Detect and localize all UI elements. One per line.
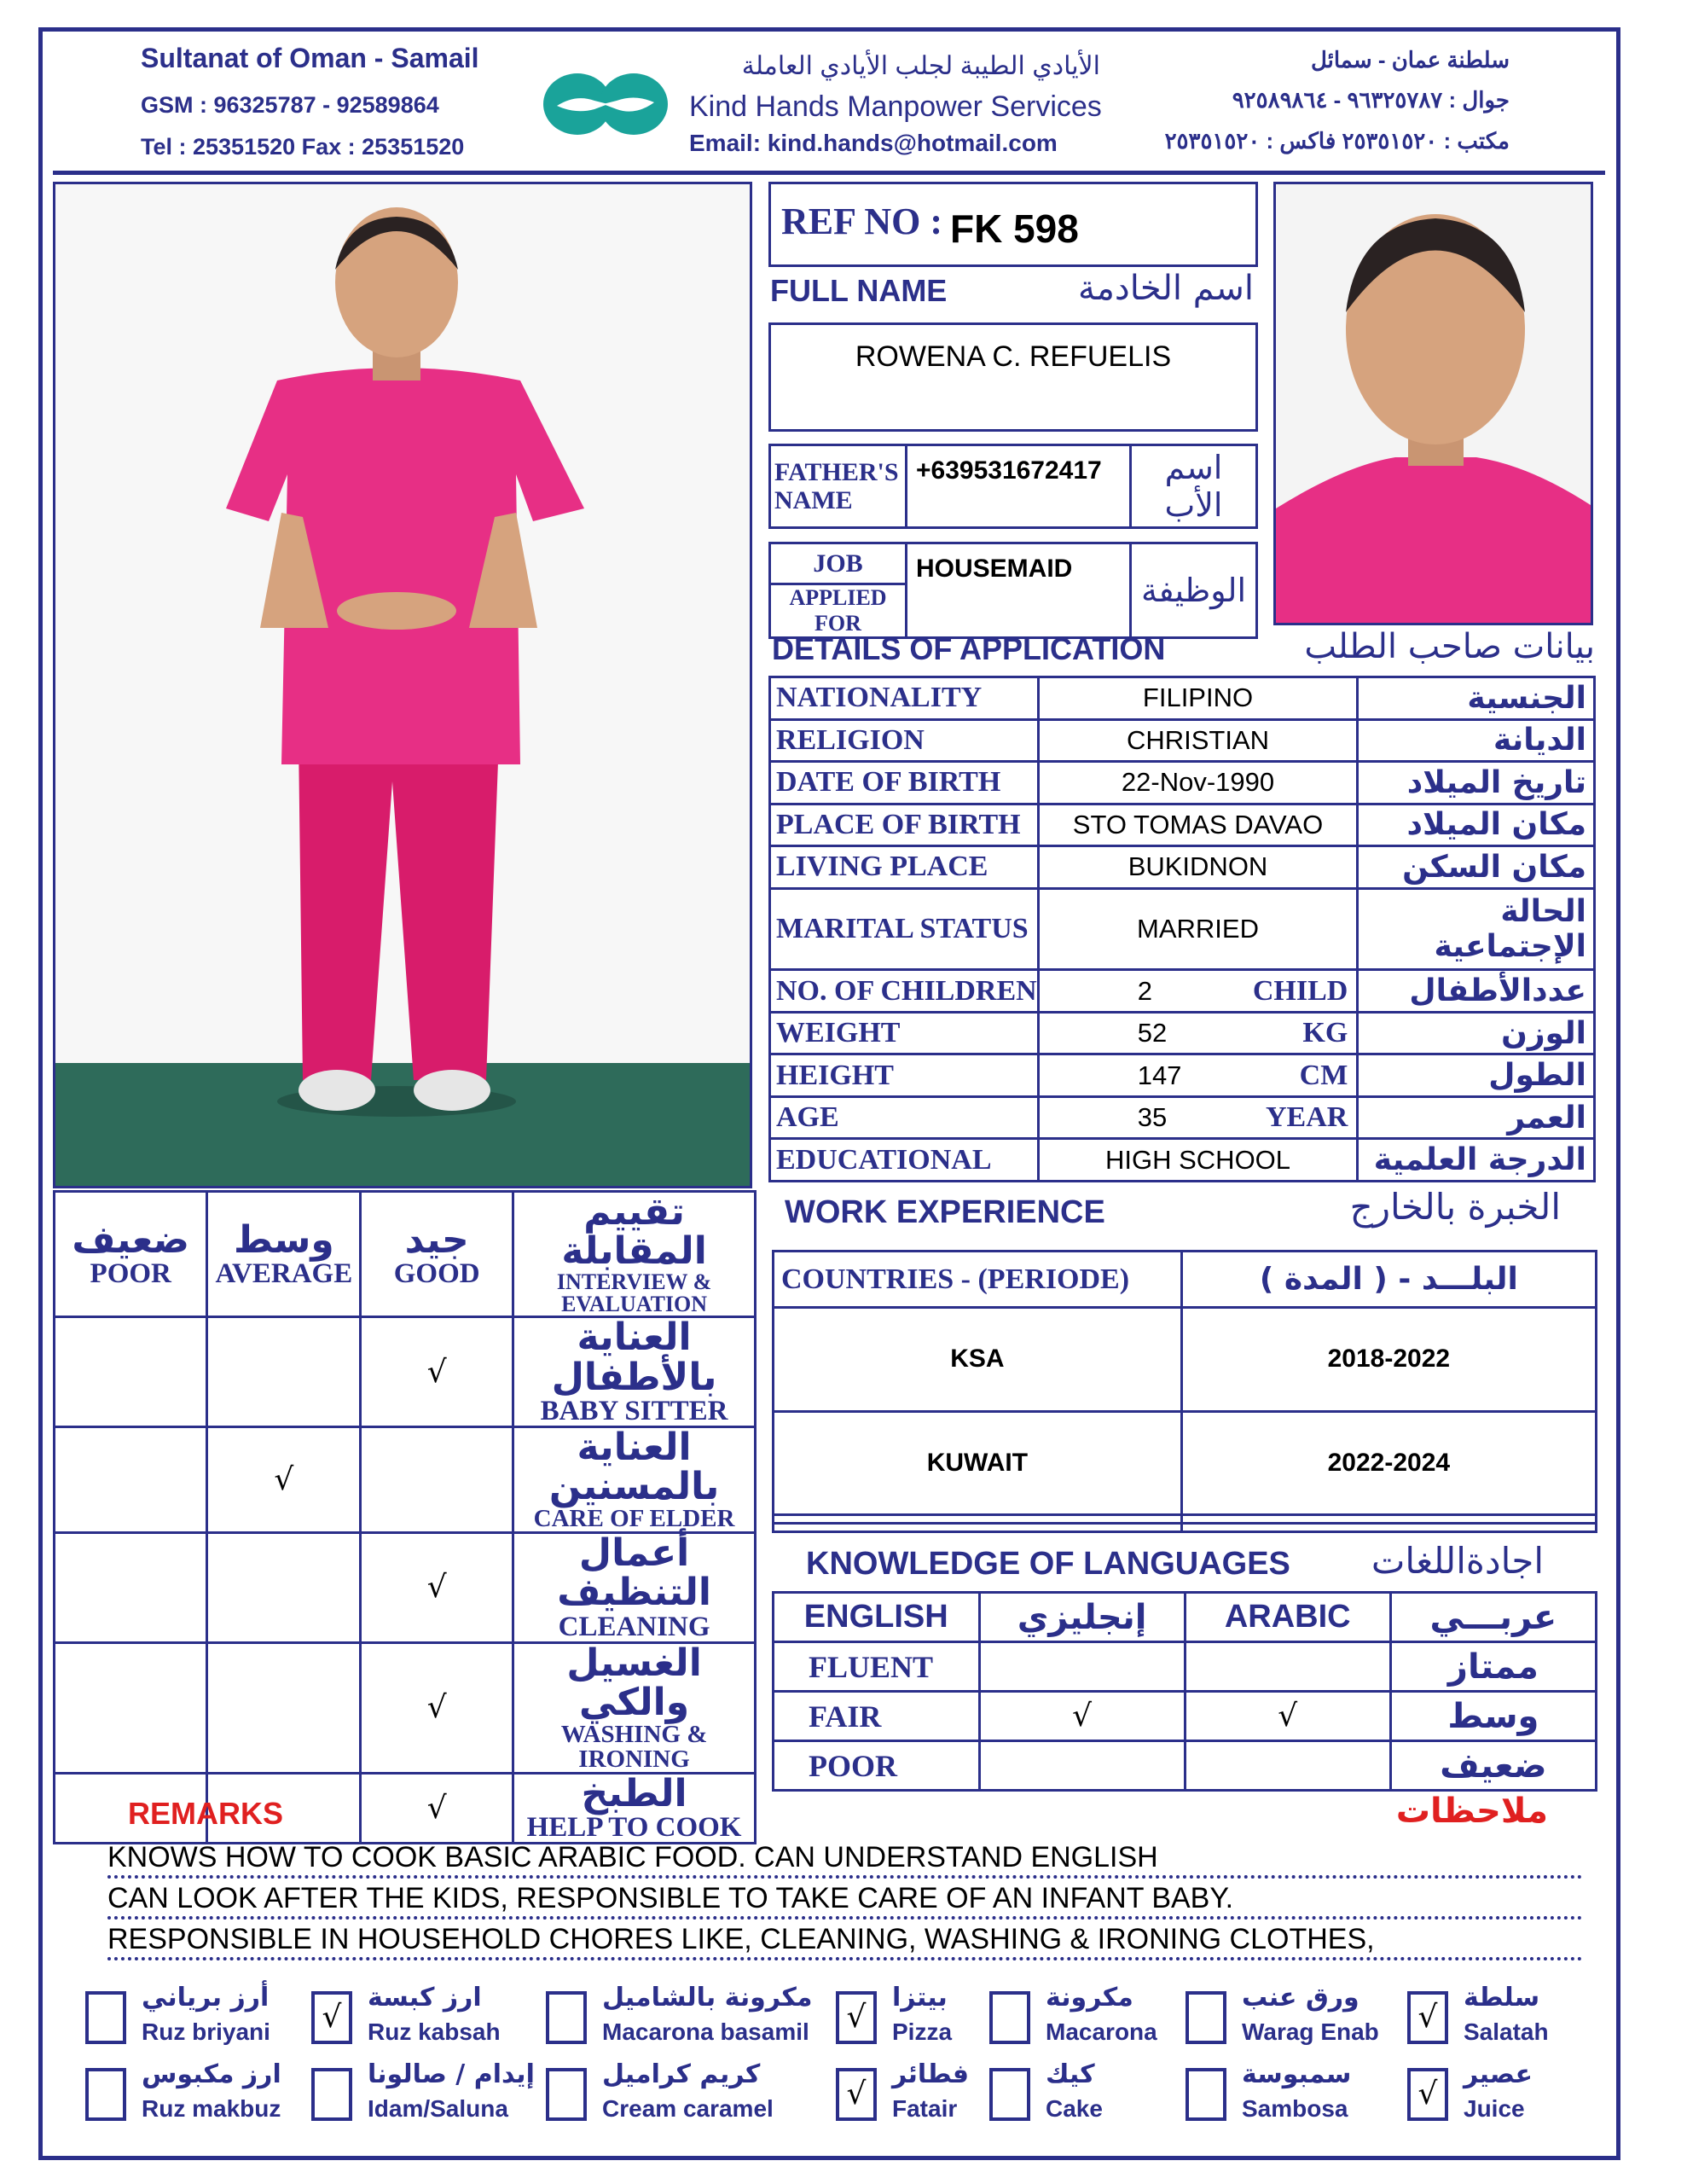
father-table bbox=[768, 444, 1258, 529]
details-row bbox=[770, 1096, 1595, 1139]
food-name-ar: سمبوسة bbox=[1242, 2059, 1352, 2089]
remarks-label-ar: ملاحظات bbox=[1395, 1792, 1548, 1831]
food-name-ar: كيك bbox=[1046, 2059, 1095, 2089]
food-checkbox[interactable] bbox=[989, 2068, 1030, 2121]
details-value: MARRIED bbox=[1137, 913, 1259, 944]
details-value: STO TOMAS DAVAO bbox=[1072, 809, 1324, 839]
details-label-ar: الحالة الإجتماعية bbox=[1358, 888, 1595, 970]
evaluation-header-row bbox=[55, 1192, 756, 1317]
food-checkbox[interactable]: √ bbox=[836, 1991, 877, 2044]
lang-level-ar: وسط bbox=[1390, 1692, 1596, 1741]
work-table bbox=[772, 1250, 1597, 1533]
food-item bbox=[1186, 1983, 1441, 2056]
food-name-en: Cake bbox=[1046, 2095, 1103, 2122]
evaluation-row bbox=[55, 1533, 756, 1642]
lang-english-header: ENGLISH bbox=[774, 1593, 980, 1642]
food-name-ar: بيتزا bbox=[892, 1983, 948, 2013]
details-label: AGE bbox=[770, 1096, 1039, 1139]
food-item bbox=[546, 1983, 813, 2056]
job-label-2: APPLIED FOR bbox=[789, 585, 887, 636]
food-checkbox[interactable] bbox=[1186, 1991, 1226, 2044]
work-period bbox=[1181, 1524, 1596, 1532]
food-name-en: Juice bbox=[1464, 2095, 1525, 2122]
father-value-cell bbox=[907, 445, 1131, 528]
evaluation-poor-cell bbox=[55, 1317, 207, 1426]
lang-english-header-ar: إنجليزي bbox=[979, 1593, 1185, 1642]
details-body bbox=[770, 677, 1595, 1182]
remark-line: KNOWS HOW TO COOK BASIC ARABIC FOOD. CAN UNDERSTAND ENGLISH bbox=[107, 1841, 1583, 1879]
food-name-en: Warag Enab bbox=[1242, 2018, 1379, 2045]
details-label: RELIGION bbox=[770, 719, 1039, 762]
full-name-label: FULL NAME bbox=[770, 273, 948, 308]
food-checkbox[interactable]: √ bbox=[836, 2068, 877, 2121]
details-value-cell bbox=[1038, 762, 1358, 804]
details-label: HEIGHT bbox=[770, 1054, 1039, 1097]
languages-row bbox=[774, 1741, 1597, 1791]
details-value: HIGH SCHOOL bbox=[1105, 1144, 1291, 1175]
evaluation-good-cell bbox=[361, 1533, 513, 1642]
food-name-en: Idam/Saluna bbox=[368, 2095, 508, 2122]
food-checkbox[interactable] bbox=[546, 2068, 587, 2121]
skill-label-en: HELP TO COOK bbox=[526, 1812, 742, 1844]
work-header-ar: البلـــد - ( المدة ) bbox=[1181, 1252, 1596, 1308]
food-checkbox[interactable] bbox=[85, 2068, 126, 2121]
check-mark-icon: √ bbox=[274, 1461, 294, 1497]
lang-english-cell bbox=[979, 1741, 1185, 1791]
evaluation-poor-cell bbox=[55, 1426, 207, 1532]
father-label-ar: اسم الأب bbox=[1164, 449, 1223, 524]
work-country bbox=[774, 1524, 1182, 1532]
details-row bbox=[770, 677, 1595, 720]
details-row bbox=[770, 1139, 1595, 1182]
father-label-ar-cell bbox=[1131, 445, 1257, 528]
food-checkbox[interactable] bbox=[989, 1991, 1030, 2044]
logo-title-en: Kind Hands Manpower Services bbox=[689, 90, 1102, 123]
details-table bbox=[768, 676, 1596, 1182]
skill-label-en: BABY SITTER bbox=[540, 1395, 728, 1426]
details-value: BUKIDNON bbox=[1128, 851, 1268, 882]
languages-row bbox=[774, 1692, 1597, 1741]
evaluation-good-cell bbox=[361, 1317, 513, 1426]
job-value: HOUSEMAID bbox=[916, 555, 1073, 583]
evaluation-header-cell bbox=[513, 1192, 756, 1317]
evaluation-row bbox=[55, 1642, 756, 1773]
details-value-cell bbox=[1038, 719, 1358, 762]
evaluation-average-cell bbox=[207, 1317, 361, 1426]
food-item bbox=[1407, 1983, 1663, 2056]
work-title: WORK EXPERIENCE bbox=[785, 1194, 1105, 1230]
ref-box bbox=[768, 182, 1258, 267]
skill-label-ar: العناية بالمسنين bbox=[548, 1425, 720, 1508]
languages-title: KNOWLEDGE OF LANGUAGES bbox=[806, 1546, 1290, 1582]
check-mark-icon: √ bbox=[1072, 1699, 1093, 1734]
food-item bbox=[1407, 2059, 1663, 2133]
food-name-ar: مكرونة bbox=[1046, 1983, 1133, 2013]
details-label-ar: مكان السكن bbox=[1358, 846, 1595, 889]
work-period: 2018-2022 bbox=[1181, 1308, 1596, 1412]
food-item bbox=[1186, 2059, 1441, 2133]
check-mark-icon: √ bbox=[1278, 1699, 1298, 1734]
details-row bbox=[770, 1012, 1595, 1054]
details-label-ar: تاريخ الميلاد bbox=[1358, 762, 1595, 804]
evaluation-header-cell bbox=[207, 1192, 361, 1317]
food-item bbox=[85, 1983, 341, 2056]
job-value-cell bbox=[907, 543, 1131, 638]
check-mark-icon: √ bbox=[426, 1790, 447, 1826]
job-label-cell bbox=[770, 543, 907, 584]
food-item bbox=[546, 2059, 802, 2133]
food-checkbox[interactable]: √ bbox=[311, 1991, 352, 2044]
evaluation-row bbox=[55, 1426, 756, 1532]
food-name-en: Macarona basamil bbox=[602, 2018, 809, 2045]
food-name-ar: سلطة bbox=[1464, 1983, 1540, 2013]
job-label-1: JOB bbox=[813, 549, 863, 578]
details-label-ar: مكان الميلاد bbox=[1358, 804, 1595, 846]
details-value: 22-Nov-1990 bbox=[1121, 767, 1275, 798]
header-tel: Tel : 25351520 Fax : 25351520 bbox=[141, 134, 465, 160]
kind-hands-logo bbox=[542, 70, 670, 138]
skill-label-en: WASHING & IRONING bbox=[560, 1720, 708, 1773]
details-value-cell bbox=[1038, 970, 1358, 1013]
languages-table bbox=[772, 1591, 1597, 1792]
details-title-ar: بيانات صاحب الطلب bbox=[1304, 627, 1595, 666]
father-label-cell bbox=[770, 445, 907, 528]
evaluation-table bbox=[53, 1190, 757, 1844]
check-mark-icon: √ bbox=[426, 1354, 447, 1390]
details-unit: KG bbox=[1302, 1017, 1348, 1049]
details-label: EDUCATIONAL bbox=[770, 1139, 1039, 1182]
food-name-ar: إيدام / صالونا bbox=[368, 2059, 535, 2089]
details-label: PLACE OF BIRTH bbox=[770, 804, 1039, 846]
details-label-ar: الديانة bbox=[1358, 719, 1595, 762]
details-row bbox=[770, 888, 1595, 970]
lang-arabic-header: ARABIC bbox=[1185, 1593, 1390, 1642]
work-title-ar: الخبرة بالخارج bbox=[1349, 1186, 1561, 1228]
details-row bbox=[770, 804, 1595, 846]
details-label: LIVING PLACE bbox=[770, 846, 1039, 889]
food-checkbox[interactable]: √ bbox=[1407, 2068, 1448, 2121]
skill-label-ar: الغسيل والكي bbox=[566, 1641, 702, 1724]
food-name-en: Pizza bbox=[892, 2018, 953, 2045]
remark-line: RESPONSIBLE IN HOUSEHOLD CHORES LIKE, CLEANING, WASHING & IRONING CLOTHES, bbox=[107, 1923, 1583, 1960]
evaluation-header-ar: تقييم المقابلة bbox=[561, 1190, 707, 1274]
details-value-cell bbox=[1038, 804, 1358, 846]
food-name-ar: أرز برياني bbox=[142, 1983, 270, 2013]
details-label-ar: الدرجة العلمية bbox=[1358, 1139, 1595, 1182]
logo-title-ar: الأيادي الطيبة لجلب الأيادي العاملة bbox=[741, 52, 1100, 80]
details-value-cell bbox=[1038, 846, 1358, 889]
lang-arabic-header-ar: عربـــي bbox=[1390, 1593, 1596, 1642]
evaluation-average-cell bbox=[207, 1533, 361, 1642]
job-label-ar: الوظيفة bbox=[1140, 572, 1247, 609]
lang-level-ar: ممتاز bbox=[1390, 1642, 1596, 1692]
languages-row bbox=[774, 1642, 1597, 1692]
details-label-ar: الوزن bbox=[1358, 1012, 1595, 1054]
details-row bbox=[770, 762, 1595, 804]
details-row bbox=[770, 846, 1595, 889]
evaluation-header-cell bbox=[55, 1192, 207, 1317]
evaluation-good-cell bbox=[361, 1773, 513, 1843]
remarks-label: REMARKS bbox=[128, 1796, 284, 1831]
full-name-label-ar: اسم الخادمة bbox=[1078, 269, 1254, 308]
details-label: DATE OF BIRTH bbox=[770, 762, 1039, 804]
header-location: Sultanat of Oman - Samail bbox=[141, 43, 479, 73]
food-name-en: Salatah bbox=[1464, 2018, 1549, 2045]
languages-header-row bbox=[774, 1593, 1597, 1642]
details-label-ar: الطول bbox=[1358, 1054, 1595, 1097]
lang-level-ar: ضعيف bbox=[1390, 1741, 1596, 1791]
food-name-ar: ارز كبسة bbox=[368, 1983, 482, 2013]
evaluation-header-en: INTERVIEW & EVALUATION bbox=[556, 1269, 712, 1317]
details-label-ar: العمر bbox=[1358, 1096, 1595, 1139]
header-divider bbox=[53, 171, 1605, 175]
job-label-cell-2 bbox=[770, 584, 907, 638]
evaluation-header-ar: جيد bbox=[404, 1217, 469, 1262]
details-value: 147 bbox=[1137, 1060, 1182, 1090]
remark-line: CAN LOOK AFTER THE KIDS, RESPONSIBLE TO TAKE CARE OF AN INFANT BABY. bbox=[107, 1882, 1583, 1920]
work-header-row bbox=[774, 1252, 1597, 1308]
work-period: 2022-2024 bbox=[1181, 1411, 1596, 1515]
food-name-ar: عصير bbox=[1464, 2059, 1533, 2089]
evaluation-skill-cell bbox=[513, 1317, 756, 1426]
evaluation-poor-cell bbox=[55, 1642, 207, 1773]
evaluation-average-cell bbox=[207, 1426, 361, 1532]
details-title: DETAILS OF APPLICATION bbox=[772, 631, 1166, 666]
evaluation-skill-cell bbox=[513, 1426, 756, 1532]
languages-body bbox=[774, 1593, 1597, 1791]
details-value-cell bbox=[1038, 888, 1358, 970]
details-unit: YEAR bbox=[1265, 1101, 1348, 1134]
details-value: FILIPINO bbox=[1142, 682, 1254, 713]
food-checkbox[interactable]: √ bbox=[1407, 1991, 1448, 2044]
full-body-photo bbox=[53, 182, 752, 1188]
food-name-ar: ورق عنب bbox=[1242, 1983, 1359, 2013]
details-row bbox=[770, 719, 1595, 762]
evaluation-skill-cell bbox=[513, 1533, 756, 1642]
details-unit: CHILD bbox=[1252, 974, 1348, 1007]
food-name-ar: فطائر bbox=[892, 2059, 970, 2089]
lang-english-cell bbox=[979, 1692, 1185, 1741]
details-label: NO. OF CHILDREN bbox=[770, 970, 1039, 1013]
work-country bbox=[774, 1515, 1182, 1524]
evaluation-header-ar: وسط bbox=[233, 1217, 334, 1262]
skill-label-ar: أعمال التنظيف bbox=[557, 1531, 711, 1615]
details-value-cell bbox=[1038, 1096, 1358, 1139]
lang-level-en: POOR bbox=[774, 1741, 980, 1791]
food-item bbox=[311, 1983, 567, 2056]
food-item bbox=[311, 2059, 567, 2133]
ref-value: FK 598 bbox=[950, 206, 1079, 251]
evaluation-header-en: AVERAGE bbox=[215, 1258, 353, 1289]
details-label: WEIGHT bbox=[770, 1012, 1039, 1054]
work-row bbox=[774, 1411, 1597, 1515]
skill-label-en: CLEANING bbox=[558, 1611, 710, 1642]
details-value: 2 bbox=[1137, 975, 1152, 1006]
details-value: CHRISTIAN bbox=[1126, 724, 1270, 755]
evaluation-good-cell bbox=[361, 1426, 513, 1532]
work-row bbox=[774, 1524, 1597, 1532]
evaluation-good-cell bbox=[361, 1642, 513, 1773]
evaluation-header-en: POOR bbox=[90, 1258, 171, 1289]
ref-label: REF NO : bbox=[781, 200, 943, 242]
food-item bbox=[85, 2059, 341, 2133]
skill-label-en: CARE OF ELDER bbox=[533, 1505, 735, 1533]
header-mobile-ar: جوال : ٩٦٣٢٥٧٨٧ - ٩٢٥٨٩٨٦٤ bbox=[1232, 87, 1510, 113]
work-period bbox=[1181, 1515, 1596, 1524]
food-checkbox[interactable] bbox=[546, 1991, 587, 2044]
work-header-en: COUNTRIES - (PERIODE) bbox=[774, 1252, 1182, 1308]
header-location-ar: سلطنة عمان - سمائل bbox=[1310, 47, 1510, 73]
lang-arabic-cell bbox=[1185, 1642, 1390, 1692]
food-checkbox[interactable] bbox=[85, 1991, 126, 2044]
header-gsm: GSM : 96325787 - 92589864 bbox=[141, 92, 439, 118]
details-label: NATIONALITY bbox=[770, 677, 1039, 720]
lang-arabic-cell bbox=[1185, 1692, 1390, 1741]
food-name-ar: ارز مكبوس bbox=[142, 2059, 281, 2089]
details-value: 35 bbox=[1137, 1102, 1168, 1133]
details-row bbox=[770, 970, 1595, 1013]
food-name-en: Cream caramel bbox=[602, 2095, 774, 2122]
food-name-ar: كريم كراميل bbox=[602, 2059, 761, 2089]
work-body bbox=[774, 1252, 1597, 1532]
work-country: KSA bbox=[774, 1308, 1182, 1412]
header-office-ar: مكتب : ٢٥٣٥١٥٢٠ فاكس : ٢٥٣٥١٥٢٠ bbox=[1164, 128, 1510, 154]
lang-arabic-cell bbox=[1185, 1741, 1390, 1791]
food-name-en: Fatair bbox=[892, 2095, 958, 2122]
skill-label-ar: العناية بالأطفال bbox=[551, 1316, 717, 1399]
work-row bbox=[774, 1515, 1597, 1524]
food-name-en: Sambosa bbox=[1242, 2095, 1348, 2122]
check-mark-icon: √ bbox=[426, 1570, 447, 1606]
evaluation-poor-cell bbox=[55, 1533, 207, 1642]
lang-english-cell bbox=[979, 1642, 1185, 1692]
work-country: KUWAIT bbox=[774, 1411, 1182, 1515]
evaluation-average-cell bbox=[207, 1642, 361, 1773]
details-label-ar: الجنسية bbox=[1358, 677, 1595, 720]
details-unit: CM bbox=[1299, 1059, 1348, 1091]
father-value: +639531672417 bbox=[916, 456, 1102, 485]
details-value-cell bbox=[1038, 1054, 1358, 1097]
food-name-en: Ruz briyani bbox=[142, 2018, 270, 2045]
lang-level-en: FLUENT bbox=[774, 1642, 980, 1692]
evaluation-header-cell bbox=[361, 1192, 513, 1317]
details-label: MARITAL STATUS bbox=[770, 888, 1039, 970]
food-name-ar: مكرونة بالشاميل bbox=[602, 1983, 813, 2013]
job-label-ar-cell bbox=[1131, 543, 1257, 638]
skill-label-ar: الطبخ bbox=[581, 1771, 687, 1815]
food-checkbox[interactable] bbox=[311, 2068, 352, 2121]
details-value-cell bbox=[1038, 1139, 1358, 1182]
full-name-value: ROWENA C. REFUELIS bbox=[855, 340, 1172, 373]
food-checkbox[interactable] bbox=[1186, 2068, 1226, 2121]
evaluation-header-en: GOOD bbox=[393, 1258, 480, 1289]
check-mark-icon: √ bbox=[426, 1690, 447, 1726]
portrait-photo bbox=[1273, 182, 1593, 625]
food-name-en: Ruz kabsah bbox=[368, 2018, 501, 2045]
details-label-ar: عددالأطفال bbox=[1358, 970, 1595, 1013]
details-row bbox=[770, 1054, 1595, 1097]
evaluation-skill-cell bbox=[513, 1773, 756, 1843]
evaluation-skill-cell bbox=[513, 1642, 756, 1773]
full-name-box bbox=[768, 322, 1258, 432]
details-value: 52 bbox=[1137, 1018, 1168, 1048]
job-table bbox=[768, 542, 1258, 639]
evaluation-row bbox=[55, 1317, 756, 1426]
work-row bbox=[774, 1308, 1597, 1412]
evaluation-body bbox=[55, 1192, 756, 1844]
languages-title-ar: اجادةاللغات bbox=[1371, 1540, 1544, 1582]
details-value-cell bbox=[1038, 1012, 1358, 1054]
father-label: FATHER'S NAME bbox=[774, 458, 899, 514]
lang-level-en: FAIR bbox=[774, 1692, 980, 1741]
evaluation-header-ar: ضعيف bbox=[72, 1217, 190, 1262]
food-name-en: Macarona bbox=[1046, 2018, 1157, 2045]
header-email: Email: kind.hands@hotmail.com bbox=[689, 130, 1058, 156]
details-value-cell bbox=[1038, 677, 1358, 720]
food-name-en: Ruz makbuz bbox=[142, 2095, 281, 2122]
